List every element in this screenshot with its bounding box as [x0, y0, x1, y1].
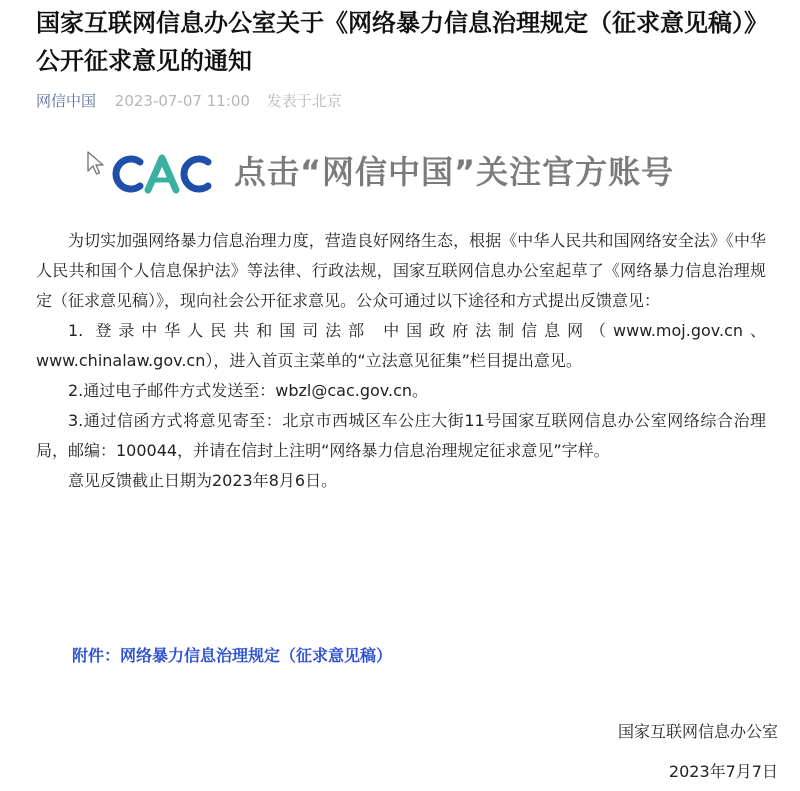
- deadline-paragraph: 意见反馈截止日期为2023年8月6日。: [68, 471, 338, 490]
- intro-paragraph: 为切实加强网络暴力信息治理力度，营造良好网络生态，根据《中华人民共和国网络安全法》《中华人民共和国个人信息保护法》等法律、行政法规，国家互联网信息办公室起草了《网络暴力信息治理规定（征求意见稿）》，现向社会公开征求意见。公众可通过以下途径和方式提出反馈意见：: [36, 231, 766, 310]
- follow-banner[interactable]: [86, 144, 726, 204]
- publish-location: 发表于北京: [266, 92, 342, 110]
- attachment-link[interactable]: 附件：网络暴力信息治理规定（征求意见稿）: [72, 646, 393, 665]
- publish-date: 2023-07-07 11:00: [114, 92, 250, 110]
- mouse-pointer-icon: [86, 150, 106, 176]
- article-meta: [36, 90, 342, 112]
- signature-organization: 国家互联网信息办公室: [617, 722, 778, 741]
- article-title: 国家互联网信息办公室关于《网络暴力信息治理规定（征求意见稿）》公开征求意见的通知: [36, 9, 768, 75]
- follow-official-account-text: 点击“网信中国”关注官方账号: [234, 153, 675, 191]
- signature-date: 2023年7月7日: [668, 762, 778, 781]
- cac-logo: [110, 148, 214, 198]
- article-body: [36, 226, 766, 496]
- method-3-paragraph: 3.通过信函方式将意见寄至：北京市西城区车公庄大街11号国家互联网信息办公室网络综合治理局，邮编：100044，并请在信封上注明“网络暴力信息治理规定征求意见”字样。: [36, 411, 766, 460]
- method-1-paragraph: 1. 登录中华人民共和国司法部 中国政府法制信息网（www.moj.gov.cn、www.chinalaw.gov.cn），进入首页主菜单的“立法意见征集”栏目提出意见。: [36, 321, 766, 370]
- method-2-paragraph: 2.通过电子邮件方式发送至：wbzl@cac.gov.cn。: [68, 381, 429, 400]
- source-account-link[interactable]: 网信中国: [36, 92, 97, 110]
